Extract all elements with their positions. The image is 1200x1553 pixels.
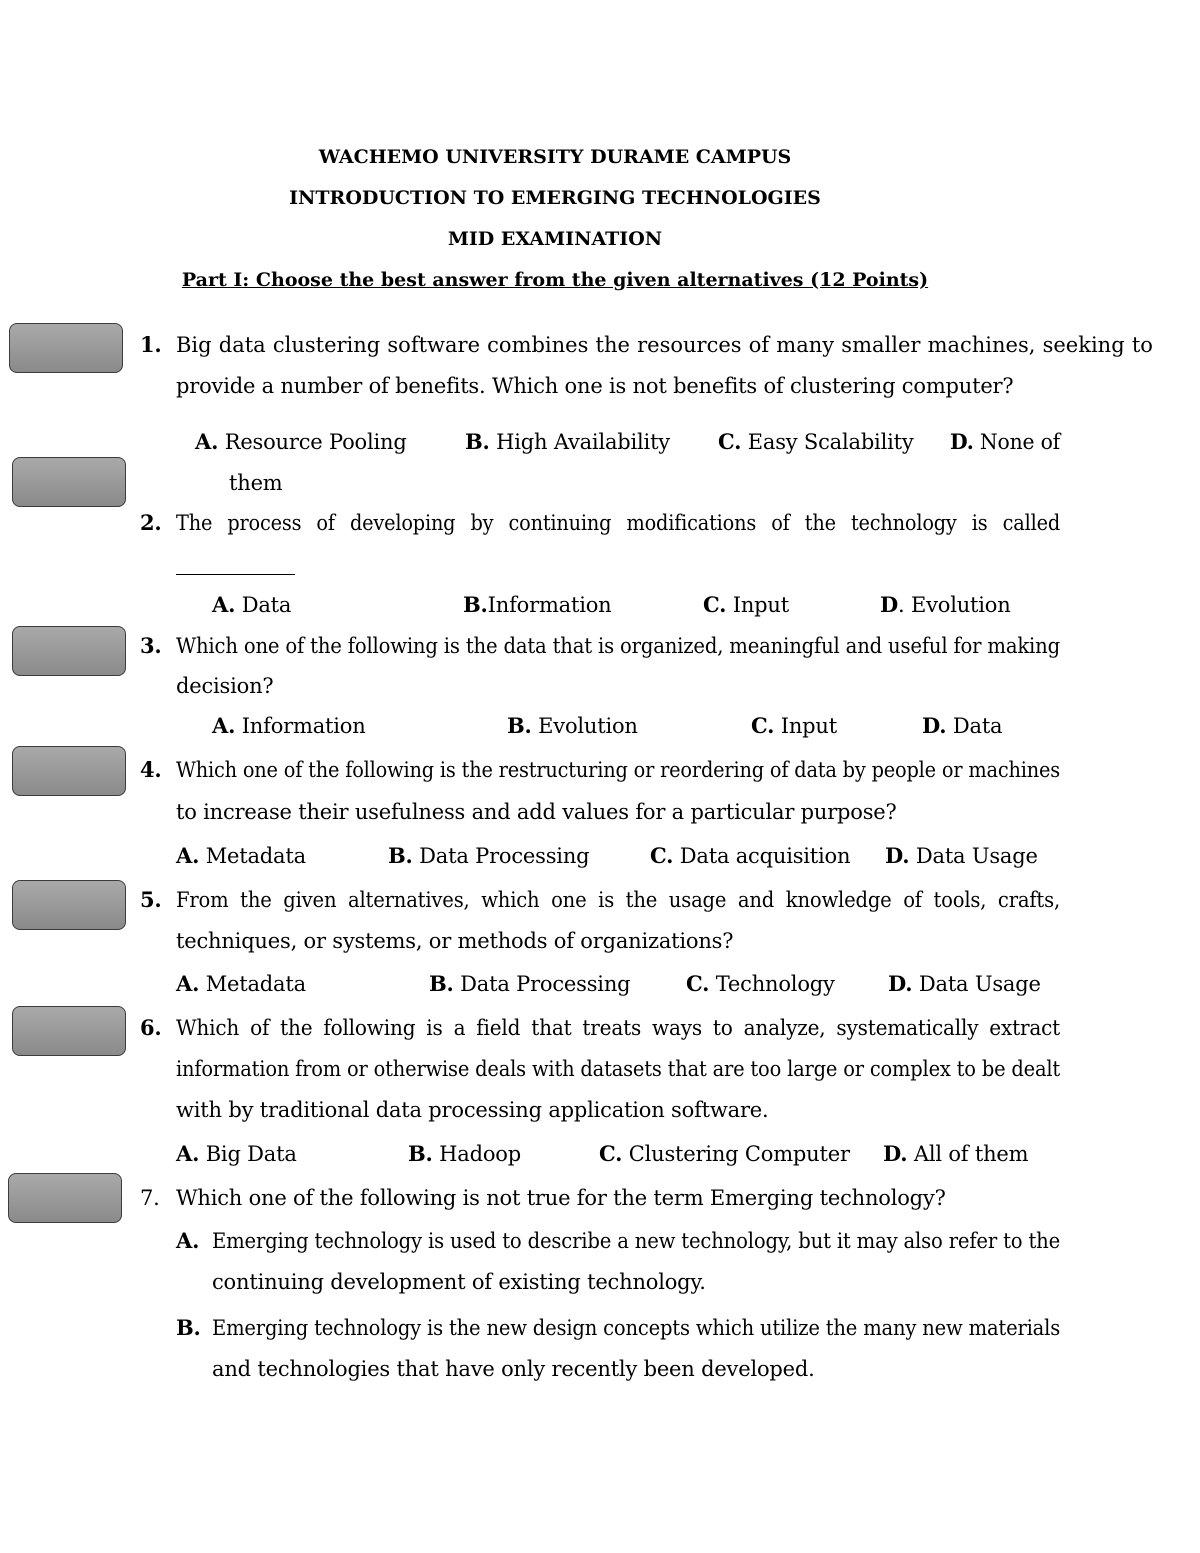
option-text: Metadata bbox=[205, 844, 306, 868]
option-a[interactable] bbox=[212, 713, 366, 739]
option-label: B. bbox=[463, 592, 488, 617]
option-text: Resource Pooling bbox=[224, 430, 407, 454]
exam-title: MID EXAMINATION bbox=[447, 228, 663, 250]
option-label: A. bbox=[212, 592, 236, 617]
option-text: Evolution bbox=[538, 714, 638, 738]
option-text: Information bbox=[487, 593, 612, 617]
option-label: B. bbox=[429, 971, 454, 996]
option-b-continued: and technologies that have only recently been developed. bbox=[212, 1357, 815, 1381]
option-text: Big Data bbox=[205, 1142, 297, 1166]
answer-box-2[interactable] bbox=[12, 457, 126, 507]
question-number: 2. bbox=[140, 510, 162, 535]
question-number: 6. bbox=[140, 1015, 162, 1040]
course-title: INTRODUCTION TO EMERGING TECHNOLOGIES bbox=[289, 187, 821, 209]
option-label: D. bbox=[885, 843, 910, 868]
question-number: 3. bbox=[140, 633, 162, 658]
option-label: C. bbox=[686, 971, 710, 996]
option-d[interactable] bbox=[888, 971, 1041, 997]
option-d[interactable] bbox=[922, 713, 1002, 739]
option-label: A. bbox=[176, 1141, 200, 1166]
option-b[interactable] bbox=[465, 429, 670, 455]
option-text: High Availability bbox=[496, 430, 670, 454]
option-b[interactable] bbox=[429, 971, 630, 997]
option-label: D bbox=[880, 592, 899, 617]
question-line: Which of the following is a field that treats ways to analyze, systematically extract bbox=[176, 1016, 1061, 1040]
question-line: with by traditional data processing application software. bbox=[176, 1098, 769, 1122]
option-label: A. bbox=[176, 1228, 200, 1253]
option-d[interactable] bbox=[883, 1141, 1028, 1167]
option-text: Data Usage bbox=[915, 844, 1038, 868]
option-text: All of them bbox=[913, 1142, 1029, 1166]
question-line: to increase their usefulness and add values for a particular purpose? bbox=[176, 800, 897, 824]
option-label: C. bbox=[599, 1141, 623, 1166]
option-c[interactable] bbox=[599, 1141, 850, 1167]
option-text: Data bbox=[241, 593, 292, 617]
option-d[interactable] bbox=[950, 429, 1060, 455]
option-text: Data bbox=[952, 714, 1003, 738]
answer-box-7[interactable] bbox=[8, 1173, 122, 1223]
option-b[interactable] bbox=[408, 1141, 521, 1167]
option-label: A. bbox=[212, 713, 236, 738]
option-label: D. bbox=[922, 713, 947, 738]
question-number: 5. bbox=[140, 887, 162, 912]
answer-box-6[interactable] bbox=[12, 1006, 126, 1056]
option-d[interactable] bbox=[880, 592, 1011, 618]
option-a[interactable] bbox=[195, 429, 407, 455]
option-label: C. bbox=[703, 592, 727, 617]
option-b[interactable] bbox=[388, 843, 589, 869]
option-c[interactable] bbox=[650, 843, 850, 869]
option-label: D. bbox=[888, 971, 913, 996]
option-a[interactable] bbox=[176, 1141, 297, 1167]
option-b[interactable] bbox=[507, 713, 638, 739]
option-label: C. bbox=[751, 713, 775, 738]
option-text: Information bbox=[241, 714, 366, 738]
option-b[interactable] bbox=[463, 592, 612, 618]
option-label: D. bbox=[950, 429, 974, 454]
question-line: Which one of the following is the data that is organized, meaningful and useful for making bbox=[176, 634, 1060, 658]
option-text: Input bbox=[780, 714, 837, 738]
option-c[interactable] bbox=[686, 971, 835, 997]
option-text: . Evolution bbox=[898, 593, 1011, 617]
university-title: WACHEMO UNIVERSITY DURAME CAMPUS bbox=[318, 146, 792, 168]
question-number: 1. bbox=[140, 332, 162, 357]
question-line: From the given alternatives, which one is the usage and knowledge of tools, crafts, bbox=[176, 888, 1060, 912]
question-line: decision? bbox=[176, 674, 274, 698]
answer-blank bbox=[176, 574, 295, 575]
option-text: Clustering Computer bbox=[628, 1142, 850, 1166]
option-d[interactable] bbox=[885, 843, 1038, 869]
question-line: Big data clustering software combines the resources of many smaller machines, seeking to bbox=[176, 333, 1153, 357]
option-c[interactable] bbox=[703, 592, 789, 618]
option-a[interactable]: Emerging technology is used to describe a new technology, but it may also refer to the bbox=[212, 1229, 1061, 1253]
option-label: D. bbox=[883, 1141, 908, 1166]
option-b[interactable]: Emerging technology is the new design concepts which utilize the many new materials bbox=[212, 1316, 1061, 1340]
option-a[interactable] bbox=[212, 592, 291, 618]
question-line: provide a number of benefits. Which one is not benefits of clustering computer? bbox=[176, 374, 1014, 398]
option-text: Metadata bbox=[205, 972, 306, 996]
option-label: A. bbox=[176, 843, 200, 868]
option-label: B. bbox=[388, 843, 413, 868]
option-text: Input bbox=[732, 593, 789, 617]
option-text: Data acquisition bbox=[679, 844, 851, 868]
option-label: B. bbox=[507, 713, 532, 738]
answer-box-3[interactable] bbox=[12, 626, 126, 676]
option-a-continued: continuing development of existing technology. bbox=[212, 1270, 706, 1294]
question-line: Which one of the following is the restructuring or reordering of data by people or machines bbox=[176, 758, 1061, 782]
option-label: B. bbox=[465, 429, 490, 454]
option-text: Data Processing bbox=[460, 972, 631, 996]
question-line: The process of developing by continuing modifications of the technology is called bbox=[176, 511, 1060, 535]
option-text: None of bbox=[979, 430, 1061, 454]
question-number: 7. bbox=[140, 1186, 160, 1210]
answer-box-5[interactable] bbox=[12, 880, 126, 930]
option-label: B. bbox=[176, 1315, 201, 1340]
question-number: 4. bbox=[140, 757, 162, 782]
option-label: A. bbox=[195, 429, 219, 454]
option-a[interactable] bbox=[176, 971, 306, 997]
option-text: Hadoop bbox=[439, 1142, 521, 1166]
answer-box-1[interactable] bbox=[9, 323, 123, 373]
option-label: B. bbox=[408, 1141, 433, 1166]
answer-box-4[interactable] bbox=[12, 746, 126, 796]
question-line: Which one of the following is not true for the term Emerging technology? bbox=[176, 1186, 946, 1210]
option-text: Data Processing bbox=[419, 844, 590, 868]
option-c[interactable] bbox=[718, 429, 914, 455]
question-line: techniques, or systems, or methods of organizations? bbox=[176, 929, 734, 953]
option-text: Easy Scalability bbox=[747, 430, 914, 454]
option-c[interactable] bbox=[751, 713, 837, 739]
option-label: C. bbox=[650, 843, 674, 868]
part-heading: Part I: Choose the best answer from the given alternatives (12 Points) bbox=[181, 269, 929, 291]
option-label: C. bbox=[718, 429, 742, 454]
option-a[interactable] bbox=[176, 843, 306, 869]
option-d-continued: them bbox=[229, 471, 283, 495]
question-text bbox=[176, 332, 1153, 358]
option-label: A. bbox=[176, 971, 200, 996]
option-text: Data Usage bbox=[918, 972, 1041, 996]
option-text: Technology bbox=[715, 972, 835, 996]
question-line: information from or otherwise deals with datasets that are too large or complex to be dealt bbox=[176, 1057, 1061, 1081]
